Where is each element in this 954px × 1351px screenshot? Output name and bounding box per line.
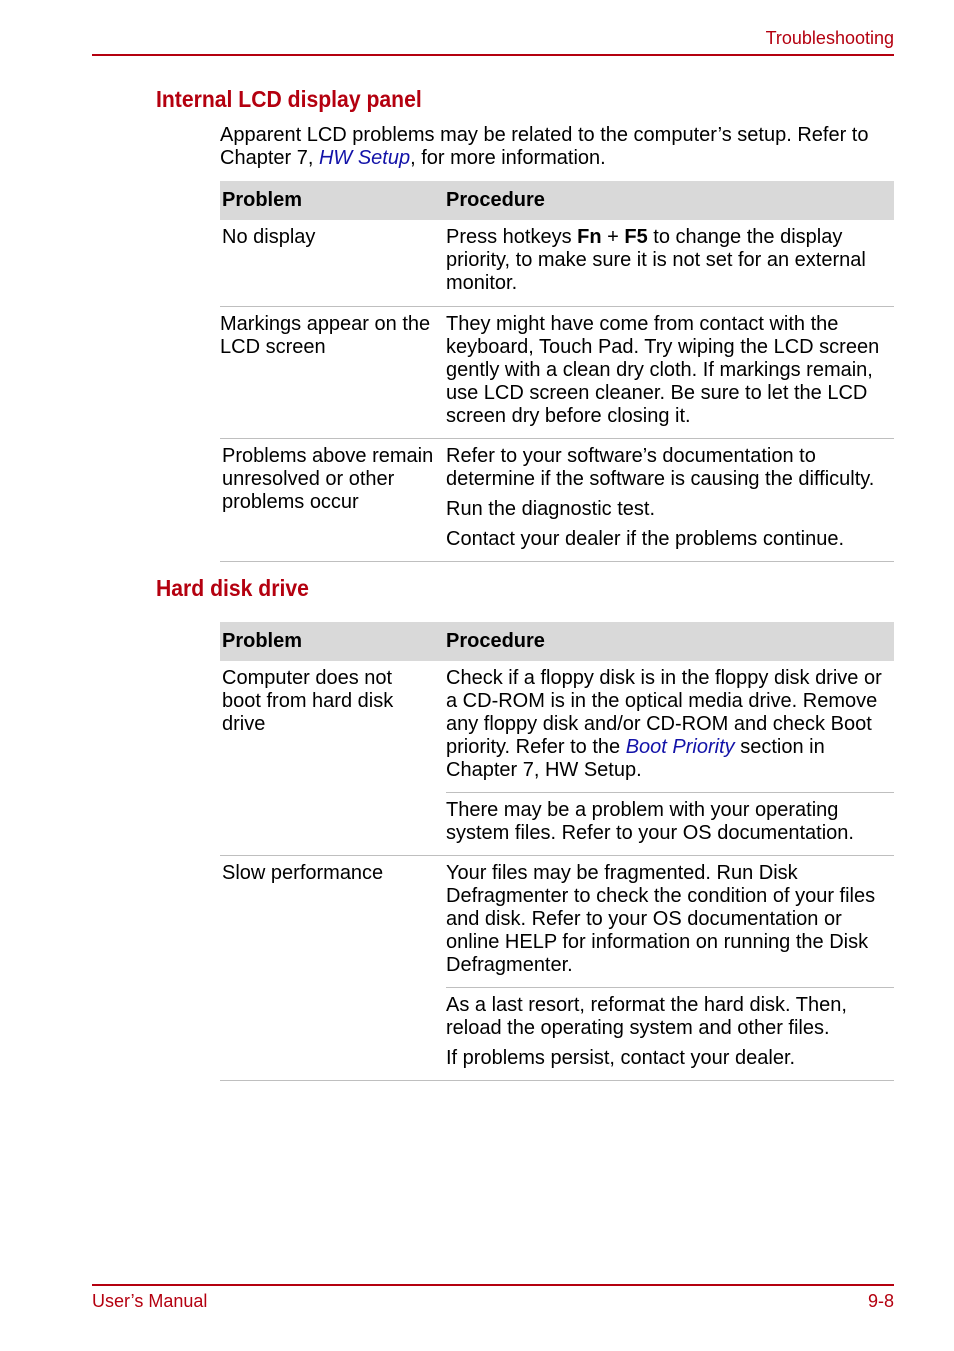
procedure-cell [443, 856, 894, 1080]
table-header-row [220, 181, 894, 220]
footer-rule [92, 1284, 894, 1286]
procedure-text: Refer to your software’s documentation to determine if the software is causing the difficulty. [446, 445, 875, 490]
footer-manual-title: User’s Manual [92, 1291, 208, 1311]
table-row [220, 439, 894, 562]
procedure-cell [443, 307, 894, 438]
procedure-cell [443, 661, 894, 855]
procedure-text-part: to change the display priority, to make sure it is not set for an external monitor. [446, 226, 866, 294]
hotkey-plus: + [601, 226, 625, 248]
lcd-intro-paragraph [220, 124, 894, 170]
procedure-block [446, 661, 894, 792]
table-row [220, 220, 894, 307]
procedure-text: Run the diagnostic test. [446, 498, 656, 520]
procedure-text: There may be a problem with your operating system files. Refer to your OS documentation. [446, 799, 854, 844]
column-header-procedure: Procedure [446, 189, 545, 211]
procedure-text-part: Press hotkeys [446, 226, 578, 248]
column-header-procedure: Procedure [446, 630, 545, 652]
procedure-cell [443, 220, 894, 306]
problem-cell: No display [222, 226, 316, 248]
problem-cell: Slow performance [222, 862, 384, 884]
problem-cell: Problems above remain unresolved or other problems occur [222, 445, 434, 513]
hdd-section-heading: Hard disk drive [156, 575, 309, 601]
procedure-text: Your files may be fragmented. Run Disk Defragmenter to check the condition of your files and disk. Refer to your OS documentation or online HELP for information on running the Disk Defragmenter. [446, 862, 876, 976]
procedure-text: As a last resort, reformat the hard disk. Then, reload the operating system and other files. [446, 994, 847, 1039]
hotkey-f5: F5 [624, 226, 648, 248]
boot-priority-link[interactable]: Boot Priority [625, 736, 735, 758]
header-rule [92, 54, 894, 56]
procedure-block [446, 987, 894, 1080]
procedure-cell [443, 439, 894, 561]
hw-setup-link[interactable]: HW Setup [318, 147, 411, 169]
lcd-intro-text-end: , for more information. [410, 147, 606, 169]
procedure-text [446, 226, 894, 295]
lcd-troubleshooting-table [220, 181, 894, 562]
procedure-text: If problems persist, contact your dealer. [446, 1047, 796, 1069]
lcd-intro-text: Apparent LCD problems may be related to the computer’s setup. Refer to Chapter 7, [220, 124, 869, 169]
procedure-block [446, 856, 894, 987]
table-header-row [220, 622, 894, 661]
procedure-block [446, 220, 894, 306]
table-row [220, 307, 894, 439]
procedure-block [446, 439, 894, 561]
table-row [220, 661, 894, 856]
procedure-text: Contact your dealer if the problems continue. [446, 528, 844, 550]
page-number: 9-8 [867, 1291, 894, 1311]
procedure-block [446, 792, 894, 855]
column-header-problem: Problem [222, 630, 303, 652]
procedure-text-part: section in Chapter 7, HW Setup. [446, 736, 825, 781]
problem-cell: Computer does not boot from hard disk drive [222, 667, 394, 735]
column-header-problem: Problem [222, 189, 303, 211]
lcd-section-heading: Internal LCD display panel [156, 86, 422, 112]
table-row [220, 856, 894, 1081]
procedure-text [446, 667, 894, 782]
hdd-troubleshooting-table [220, 622, 894, 1081]
hotkey-fn: Fn [577, 226, 602, 248]
problem-cell: Markings appear on the LCD screen [220, 313, 431, 358]
procedure-text-part: Check if a floppy disk is in the floppy disk drive or a CD-ROM is in the optical media drive. Remove any floppy disk and/or CD-ROM and check Boot priority. Refer to the [446, 667, 882, 758]
procedure-block [446, 307, 894, 438]
procedure-text: They might have come from contact with the keyboard, Touch Pad. Try wiping the LCD screen gently with a clean dry cloth. If markings remain, use LCD screen cleaner. Be sure to let the LCD screen dry before closing it. [446, 313, 880, 427]
running-header: Troubleshooting [765, 28, 894, 48]
